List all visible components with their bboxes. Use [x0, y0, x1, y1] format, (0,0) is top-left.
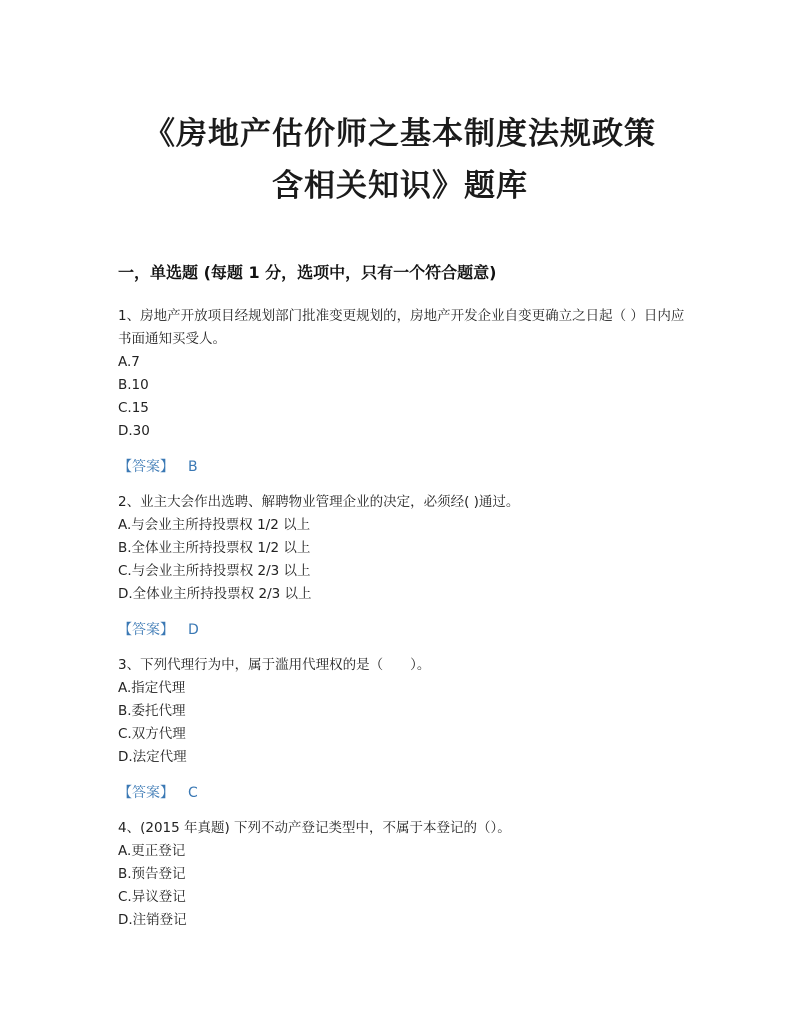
option-d: D.注销登记	[118, 912, 187, 928]
document-title	[100, 108, 700, 212]
question-2	[118, 491, 700, 606]
question-4	[118, 817, 700, 932]
option-a: A.更正登记	[118, 843, 186, 859]
answer-value: B	[188, 459, 198, 475]
question-3	[118, 654, 700, 769]
answer-label: 【答案】	[118, 785, 174, 801]
answer-value: D	[188, 622, 199, 638]
option-c: C.双方代理	[118, 726, 186, 742]
option-b: B.预告登记	[118, 866, 186, 882]
answer-label: 【答案】	[118, 622, 174, 638]
question-stem: 1、房地产开放项目经规划部门批准变更规划的，房地产开发企业自变更确立之日起（ ）日内应书面通知买受人。	[118, 308, 685, 347]
section-heading: 一，单选题 (每题 1 分，选项中，只有一个符合题意)	[118, 263, 497, 282]
option-a: A.7	[118, 354, 140, 370]
option-b: B.10	[118, 377, 149, 393]
answer-1	[118, 455, 700, 479]
answer-2	[118, 618, 700, 642]
answer-3	[118, 781, 700, 805]
option-a: A.与会业主所持投票权 1/2 以上	[118, 517, 311, 533]
question-1	[118, 305, 700, 443]
question-stem: 3、下列代理行为中，属于滥用代理权的是（ ）。	[118, 657, 431, 673]
option-d: D.全体业主所持投票权 2/3 以上	[118, 586, 312, 602]
option-c: C.15	[118, 400, 149, 416]
option-c: C.与会业主所持投票权 2/3 以上	[118, 563, 311, 579]
option-b: B.委托代理	[118, 703, 186, 719]
title-line-1: 《房地产估价师之基本制度法规政策	[144, 116, 656, 152]
question-stem: 4、(2015 年真题) 下列不动产登记类型中，不属于本登记的（）。	[118, 820, 511, 836]
option-d: D.30	[118, 423, 150, 439]
option-a: A.指定代理	[118, 680, 186, 696]
answer-label: 【答案】	[118, 459, 174, 475]
option-b: B.全体业主所持投票权 1/2 以上	[118, 540, 311, 556]
title-line-2: 含相关知识》题库	[272, 168, 528, 204]
option-c: C.异议登记	[118, 889, 186, 905]
option-d: D.法定代理	[118, 749, 187, 765]
answer-value: C	[188, 785, 198, 801]
question-stem: 2、业主大会作出选聘、解聘物业管理企业的决定，必须经( )通过。	[118, 494, 520, 510]
